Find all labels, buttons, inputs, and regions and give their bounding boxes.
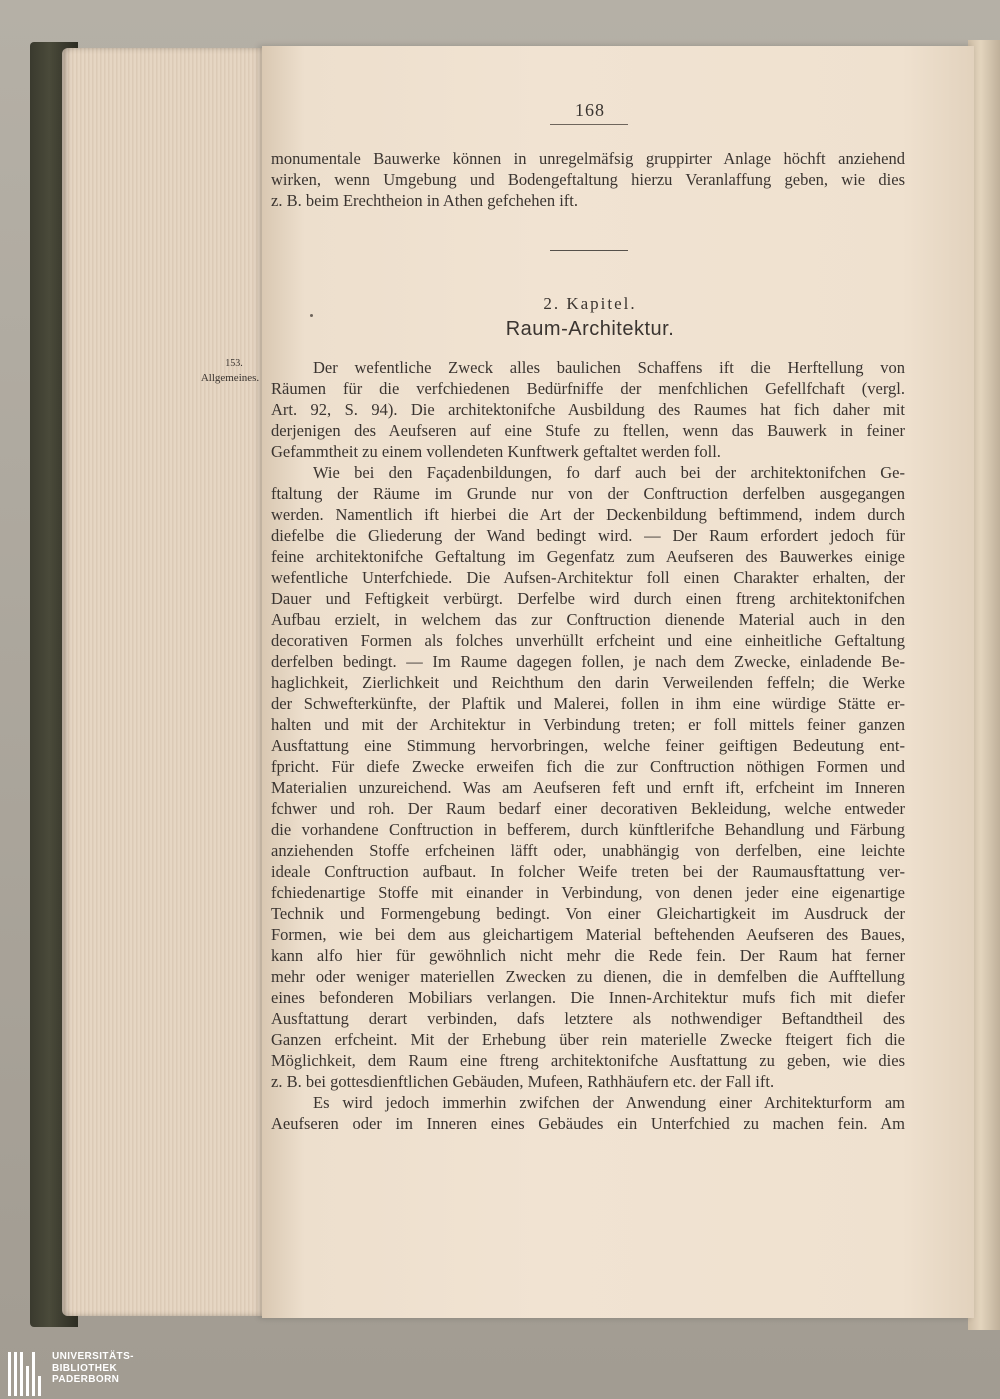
library-logo bbox=[0, 1348, 150, 1399]
text-line: Möglichkeit, dem Raum eine ftreng architektonifche Ausftattung zu geben, wie dies bbox=[271, 1051, 905, 1070]
text-line: wirken, wenn Umgebung und Bodengeftaltung hierzu Veranlaffung geben, wie dies bbox=[271, 170, 905, 189]
logo-line: BIBLIOTHEK bbox=[52, 1362, 118, 1374]
text-line: ftaltung der Räume im Grunde nur von der Conftruction derfelben ausgegangen bbox=[271, 484, 905, 503]
text-line: werden. Namentlich ift hierbei die Art der Deckenbildung beftimmend, indem durch bbox=[271, 505, 905, 524]
library-logo-icon bbox=[8, 1352, 44, 1396]
text-line: mehr oder weniger materiellen Zwecken zu dienen, die in demfelben die Aufftellung bbox=[271, 967, 905, 986]
text-line: die vorhandene Conftruction in befferem, durch künftlerifche Behandlung und Färbung bbox=[271, 820, 905, 839]
section-divider bbox=[550, 250, 628, 251]
text-line: fchiedenartige Stoffe mit einander in Verbindung, von denen jeder eine eigenartige bbox=[271, 883, 905, 902]
body-text bbox=[271, 357, 905, 1134]
text-line: Formen, wie bei dem aus gleichartigem Material beftehenden Aeufseren des Baues, bbox=[271, 925, 905, 944]
logo-line: PADERBORN bbox=[52, 1374, 120, 1385]
library-logo-text bbox=[52, 1351, 134, 1386]
margin-note-number: 153. bbox=[225, 358, 243, 369]
page-stack-edges bbox=[62, 48, 272, 1316]
text-line: Ausftattung derart verbinden, dafs letztere als nothwendiger Beftandtheil des bbox=[271, 1009, 905, 1028]
text-line: Ausftattung eine Stimmung hervorbringen, welche feiner geiftigen Bedeutung ent- bbox=[271, 736, 905, 755]
text-line: Aufbau erzielt, in welchem das zur Conftruction dienende Material auch in den bbox=[271, 610, 905, 629]
text-line: derjenigen des Aeufseren auf eine Stufe zu ftellen, wenn das Bauwerk in feiner bbox=[271, 421, 905, 440]
text-line: wefentliche Unterfchiede. Die Aufsen-Architektur foll einen Charakter erhalten, der bbox=[271, 568, 905, 587]
text-line: fchwer und roh. Der Raum bedarf einer decorativen Bekleidung, welche entweder bbox=[271, 799, 905, 818]
text-line: Dauer und Feftigkeit verbürgt. Derfelbe wird durch einen ftreng architektonifchen bbox=[271, 589, 905, 608]
text-line: fpricht. Für diefe Zwecke erweifen fich die zur Conftruction nöthigen Formen und bbox=[271, 757, 905, 776]
text-line: decorativen Formen als folches unverhüllt erfcheint und eine einheitliche Geftaltung bbox=[271, 631, 905, 650]
text-line: der Schwefterkünfte, der Plaftik und Malerei, follen in ihm eine würdige Stätte er- bbox=[271, 694, 905, 713]
text-line: ideale Conftruction aufbaut. In folcher Weife treten bei der Raumausftattung ver- bbox=[271, 862, 905, 881]
text-line: haglichkeit, Zierlichkeit und Reichthum den darin Verweilenden feffeln; die Werke bbox=[271, 673, 905, 692]
text-line: z. B. beim Erechtheion in Athen gefchehen ift. bbox=[271, 191, 578, 210]
text-line: feine architektonifche Geftaltung im Gegenfatz zum Aeufseren des Bauwerkes einige bbox=[271, 547, 905, 566]
text-line: anziehenden Stoffe erfcheinen läfft oder, unabhängig von derfelben, eine leichte bbox=[271, 841, 905, 860]
text-line: Art. 92, S. 94). Die architektonifche Ausbildung des Raumes hat fich daher mit bbox=[271, 400, 905, 419]
text-line: monumentale Bauwerke können in unregelmäfsig gruppirter Anlage höchft anziehend bbox=[271, 149, 905, 168]
text-line: Aeufseren oder im Inneren eines Gebäudes ein Unterfchied zu machen fein. Am bbox=[271, 1114, 905, 1133]
intro-paragraph bbox=[271, 148, 905, 211]
page-number: 168 bbox=[575, 100, 605, 120]
text-line: Der wefentliche Zweck alles baulichen Schaffens ift die Herftellung von bbox=[313, 358, 905, 377]
text-line: Technik und Formengebung bedingt. Von einer Gleichartigkeit im Ausdruck der bbox=[271, 904, 905, 923]
text-line: Materialien unzureichend. Was am Aeufseren feft und ernft ift, erfcheint im Inneren bbox=[271, 778, 905, 797]
text-line: Räumen für die verfchiedenen Bedürfniffe der menfchlichen Gefellfchaft (vergl. bbox=[271, 379, 905, 398]
text-line: Wie bei den Façadenbildungen, fo darf auch bei der architektonifchen Ge- bbox=[313, 463, 905, 482]
chapter-title: Raum-Architektur. bbox=[505, 318, 675, 340]
text-line: diefelbe die Gliederung der Wand bedingt wird. — Der Raum erfordert jedoch für bbox=[271, 526, 905, 545]
margin-note-label: Allgemeines. bbox=[200, 372, 260, 384]
page-number-rule bbox=[550, 124, 628, 125]
text-line: Gefammtheit zu einem vollendeten Kunftwerk geftaltet werden foll. bbox=[271, 442, 721, 461]
chapter-label: 2. Kapitel. bbox=[543, 294, 637, 313]
text-line: Es wird jedoch immerhin zwifchen der Anwendung einer Architekturform am bbox=[313, 1093, 905, 1112]
text-line: eines befonderen Mobiliars verlangen. Die Innen-Architektur mufs fich mit diefer bbox=[271, 988, 905, 1007]
ink-speck bbox=[310, 314, 313, 317]
logo-line: UNIVERSITÄTS- bbox=[52, 1351, 134, 1362]
text-line: derfelben bedingt. — Im Raume dagegen follen, je nach dem Zwecke, einladende Be- bbox=[271, 652, 905, 671]
text-line: halten und mit der Architektur in Verbindung treten; er foll mittels feiner ganzen bbox=[271, 715, 905, 734]
text-line: z. B. bei gottesdienftlichen Gebäuden, Mufeen, Rathhäufern etc. der Fall ift. bbox=[271, 1072, 775, 1091]
text-line: kann alfo hier für gewöhnlich nicht mehr die Rede fein. Der Raum hat ferner bbox=[271, 946, 905, 965]
text-line: Ganzen erfcheint. Mit der Erhebung über rein materielle Zwecke fteigert fich die bbox=[271, 1030, 905, 1049]
